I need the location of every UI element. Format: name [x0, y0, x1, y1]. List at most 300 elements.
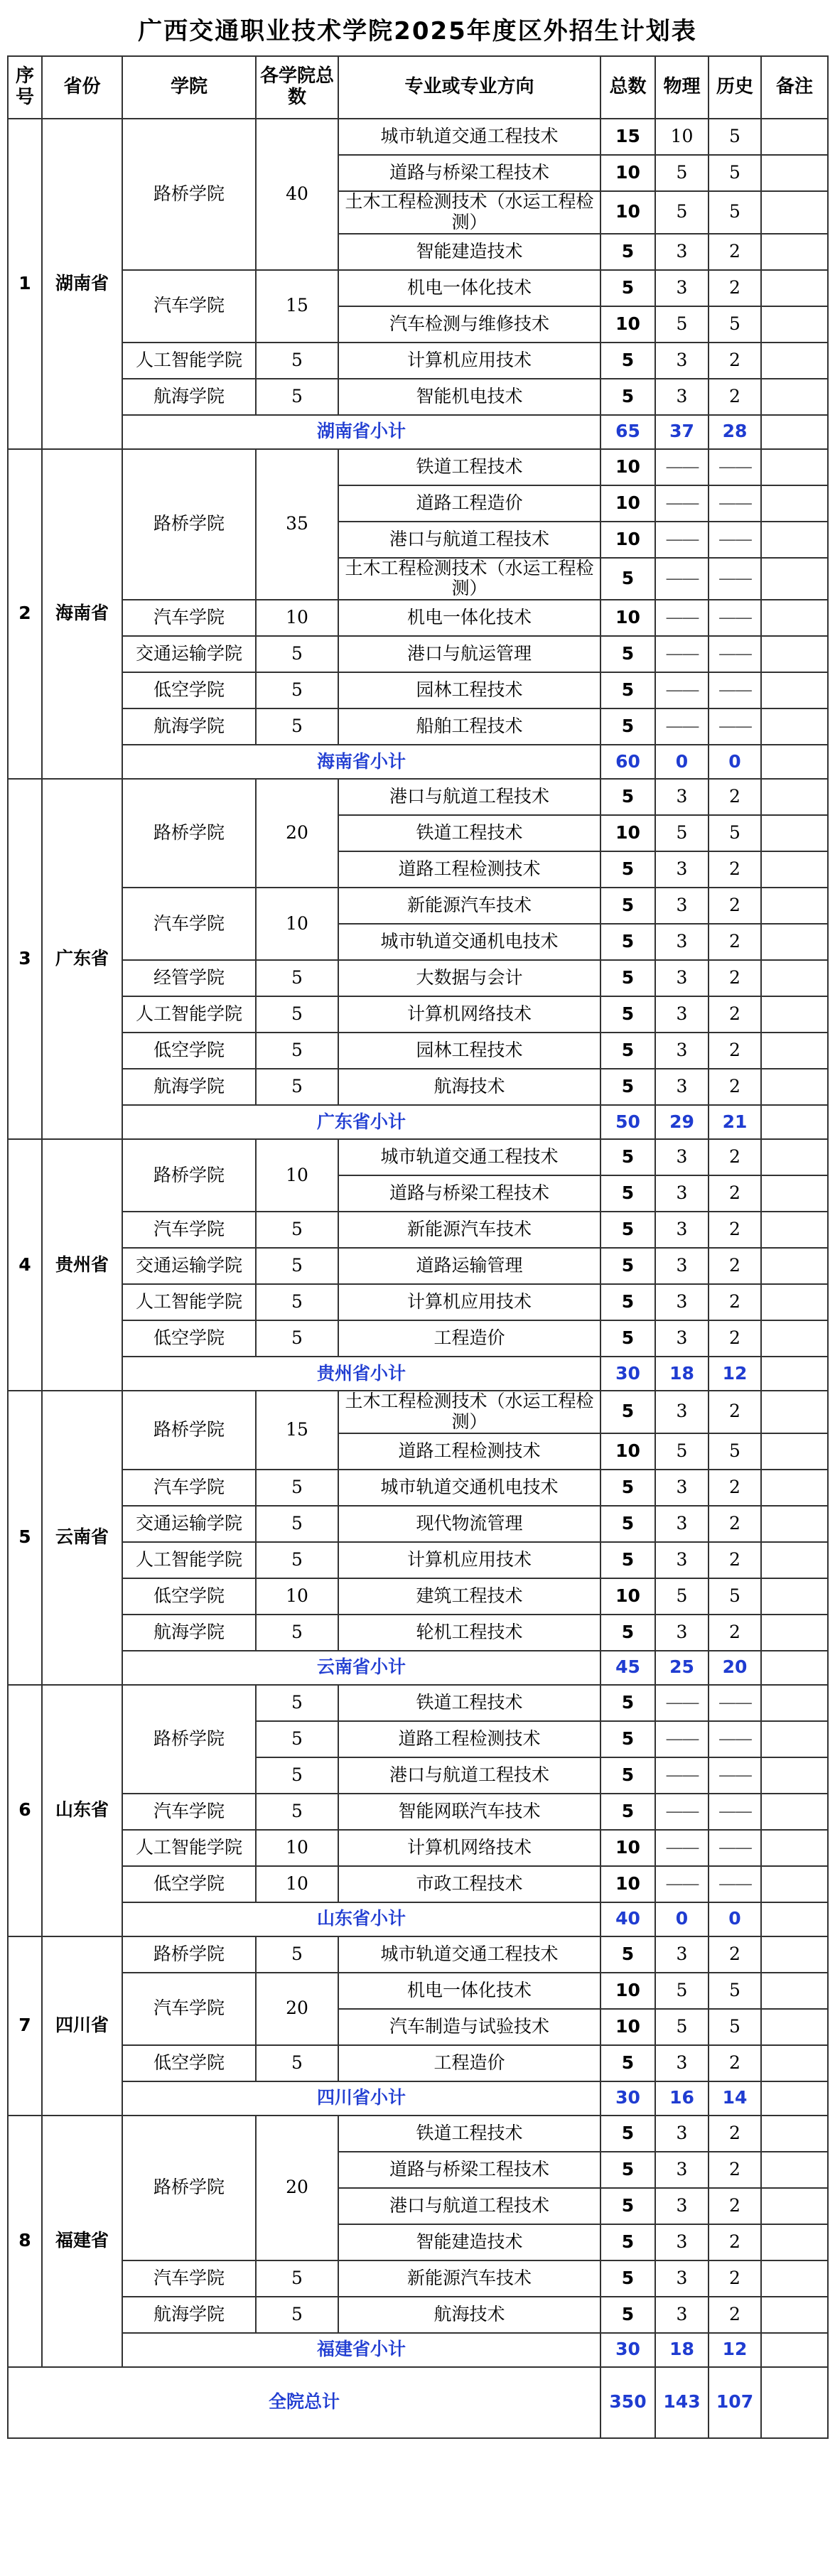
subtotal-label: 福建省小计 [122, 2333, 600, 2367]
major-name: 道路运输管理 [338, 1248, 600, 1284]
province-seq: 6 [8, 1685, 42, 1936]
major-history: 2 [709, 1391, 761, 1433]
college-name: 路桥学院 [122, 119, 256, 270]
subtotal-note [761, 1105, 828, 1139]
major-name: 建筑工程技术 [338, 1578, 600, 1615]
major-note [761, 1391, 828, 1433]
major-note [761, 343, 828, 379]
major-name: 道路与桥梁工程技术 [338, 2152, 600, 2188]
college-name: 人工智能学院 [122, 1830, 256, 1866]
subtotal-history: 20 [709, 1651, 761, 1685]
major-physics: —— [655, 1794, 709, 1830]
major-name: 新能源汽车技术 [338, 1212, 600, 1248]
major-note [761, 1069, 828, 1105]
province-name: 广东省 [42, 779, 122, 1139]
major-note [761, 1973, 828, 2009]
province-seq: 5 [8, 1391, 42, 1685]
major-history: 5 [709, 1578, 761, 1615]
major-note [761, 636, 828, 672]
major-name: 港口与航运管理 [338, 636, 600, 672]
table-row [8, 1578, 828, 1615]
major-name: 道路工程检测技术 [338, 1433, 600, 1470]
major-name: 现代物流管理 [338, 1506, 600, 1542]
subtotal-note [761, 415, 828, 449]
major-name: 新能源汽车技术 [338, 888, 600, 924]
major-name: 铁道工程技术 [338, 449, 600, 485]
table-row [8, 960, 828, 996]
college-name: 航海学院 [122, 1069, 256, 1105]
table-row [8, 888, 828, 924]
enrollment-plan-table [7, 55, 829, 2439]
grand-total-label: 全院总计 [8, 2367, 600, 2438]
major-name: 机电一体化技术 [338, 600, 600, 636]
table-row [8, 1866, 828, 1902]
major-physics: 3 [655, 996, 709, 1033]
college-total: 5 [256, 1248, 338, 1284]
major-physics: 3 [655, 888, 709, 924]
major-total: 5 [600, 1175, 655, 1212]
major-history: —— [709, 449, 761, 485]
major-physics: 3 [655, 1139, 709, 1175]
college-name: 汽车学院 [122, 270, 256, 343]
major-physics: 3 [655, 1542, 709, 1578]
college-total: 5 [256, 1284, 338, 1320]
major-physics: —— [655, 600, 709, 636]
college-total: 5 [256, 1212, 338, 1248]
header-province: 省份 [42, 56, 122, 119]
major-name: 城市轨道交通工程技术 [338, 1936, 600, 1973]
major-physics: 3 [655, 1069, 709, 1105]
major-physics: 3 [655, 270, 709, 306]
college-name: 汽车学院 [122, 600, 256, 636]
college-total: 5 [256, 636, 338, 672]
college-name: 路桥学院 [122, 779, 256, 888]
major-total: 10 [600, 306, 655, 343]
table-row [8, 343, 828, 379]
major-history: —— [709, 558, 761, 600]
major-physics: 3 [655, 1391, 709, 1433]
major-name: 铁道工程技术 [338, 2116, 600, 2152]
major-history: 2 [709, 2045, 761, 2081]
province-name: 四川省 [42, 1936, 122, 2116]
table-row [8, 119, 828, 155]
province-seq: 7 [8, 1936, 42, 2116]
header-history: 历史 [709, 56, 761, 119]
major-name: 计算机网络技术 [338, 1830, 600, 1866]
province-name: 湖南省 [42, 119, 122, 449]
major-note [761, 2297, 828, 2333]
major-history: 2 [709, 888, 761, 924]
college-total: 10 [256, 1139, 338, 1212]
college-total: 5 [256, 1542, 338, 1578]
subtotal-total: 30 [600, 2081, 655, 2116]
major-history: 2 [709, 779, 761, 815]
province-name: 福建省 [42, 2116, 122, 2367]
major-total: 15 [600, 119, 655, 155]
major-total: 5 [600, 888, 655, 924]
subtotal-history: 12 [709, 1357, 761, 1391]
major-history: 2 [709, 2152, 761, 2188]
major-physics: 3 [655, 1284, 709, 1320]
college-total: 5 [256, 1757, 338, 1794]
subtotal-label: 山东省小计 [122, 1902, 600, 1936]
table-row [8, 1139, 828, 1175]
major-note [761, 1542, 828, 1578]
major-note [761, 1212, 828, 1248]
major-history: 2 [709, 270, 761, 306]
province-name: 山东省 [42, 1685, 122, 1936]
college-name: 汽车学院 [122, 1794, 256, 1830]
subtotal-history: 0 [709, 745, 761, 779]
major-physics: 3 [655, 960, 709, 996]
major-history: —— [709, 600, 761, 636]
college-total: 5 [256, 1506, 338, 1542]
table-row [8, 2297, 828, 2333]
college-name: 低空学院 [122, 1578, 256, 1615]
major-note [761, 2116, 828, 2152]
major-total: 10 [600, 1578, 655, 1615]
college-name: 交通运输学院 [122, 1506, 256, 1542]
major-note [761, 485, 828, 522]
table-row [8, 672, 828, 708]
major-note [761, 1866, 828, 1902]
major-name: 智能建造技术 [338, 2224, 600, 2260]
major-history: 2 [709, 1470, 761, 1506]
major-total: 5 [600, 1320, 655, 1357]
major-name: 计算机应用技术 [338, 343, 600, 379]
major-physics: —— [655, 485, 709, 522]
subtotal-row [8, 1651, 828, 1685]
subtotal-note [761, 2081, 828, 2116]
major-note [761, 815, 828, 851]
college-total: 10 [256, 1866, 338, 1902]
major-history: 2 [709, 851, 761, 888]
college-total: 5 [256, 379, 338, 415]
table-row [8, 1685, 828, 1721]
subtotal-physics: 0 [655, 1902, 709, 1936]
major-history: —— [709, 672, 761, 708]
major-total: 10 [600, 522, 655, 558]
major-physics: 3 [655, 1248, 709, 1284]
college-total: 5 [256, 672, 338, 708]
college-total: 10 [256, 600, 338, 636]
subtotal-total: 45 [600, 1651, 655, 1685]
major-history: 2 [709, 2297, 761, 2333]
major-total: 5 [600, 2045, 655, 2081]
major-physics: —— [655, 636, 709, 672]
major-total: 5 [600, 1794, 655, 1830]
major-total: 10 [600, 191, 655, 234]
major-physics: 3 [655, 851, 709, 888]
major-total: 10 [600, 155, 655, 191]
major-total: 5 [600, 343, 655, 379]
major-note [761, 379, 828, 415]
major-name: 园林工程技术 [338, 672, 600, 708]
subtotal-note [761, 1357, 828, 1391]
major-physics: 5 [655, 2009, 709, 2045]
table-row [8, 1830, 828, 1866]
college-name: 路桥学院 [122, 1139, 256, 1212]
major-name: 土木工程检测技术（水运工程检测） [338, 1391, 600, 1433]
major-name: 港口与航道工程技术 [338, 779, 600, 815]
college-name: 人工智能学院 [122, 343, 256, 379]
major-physics: 3 [655, 1506, 709, 1542]
major-name: 园林工程技术 [338, 1033, 600, 1069]
major-name: 机电一体化技术 [338, 270, 600, 306]
major-note [761, 1578, 828, 1615]
major-physics: 5 [655, 191, 709, 234]
table-row [8, 270, 828, 306]
subtotal-physics: 16 [655, 2081, 709, 2116]
subtotal-physics: 18 [655, 2333, 709, 2367]
major-name: 城市轨道交通工程技术 [338, 1139, 600, 1175]
major-total: 5 [600, 1542, 655, 1578]
college-name: 路桥学院 [122, 1936, 256, 1973]
major-name: 汽车制造与试验技术 [338, 2009, 600, 2045]
major-history: 2 [709, 1284, 761, 1320]
major-history: 2 [709, 1542, 761, 1578]
grand-total-row [8, 2367, 828, 2438]
subtotal-label: 贵州省小计 [122, 1357, 600, 1391]
subtotal-physics: 0 [655, 745, 709, 779]
major-history: —— [709, 1794, 761, 1830]
major-history: —— [709, 1866, 761, 1902]
table-row [8, 779, 828, 815]
table-row [8, 1391, 828, 1433]
major-note [761, 558, 828, 600]
subtotal-history: 21 [709, 1105, 761, 1139]
major-note [761, 2009, 828, 2045]
table-row [8, 1936, 828, 1973]
major-total: 10 [600, 449, 655, 485]
major-name: 道路工程检测技术 [338, 1721, 600, 1757]
grand-total-physics: 143 [655, 2367, 709, 2438]
major-note [761, 996, 828, 1033]
major-name: 港口与航道工程技术 [338, 2188, 600, 2224]
college-name: 交通运输学院 [122, 1248, 256, 1284]
major-total: 5 [600, 636, 655, 672]
major-physics: 5 [655, 1973, 709, 2009]
major-note [761, 1794, 828, 1830]
major-name: 航海技术 [338, 2297, 600, 2333]
college-total: 35 [256, 449, 338, 600]
major-note [761, 2188, 828, 2224]
subtotal-row [8, 2333, 828, 2367]
major-total: 5 [600, 1470, 655, 1506]
major-physics: 5 [655, 1433, 709, 1470]
college-total: 5 [256, 1721, 338, 1757]
major-physics: 3 [655, 1212, 709, 1248]
table-body [8, 119, 828, 2367]
province-seq: 3 [8, 779, 42, 1139]
table-row [8, 2116, 828, 2152]
subtotal-total: 65 [600, 415, 655, 449]
major-note [761, 449, 828, 485]
province-name: 贵州省 [42, 1139, 122, 1391]
major-note [761, 2045, 828, 2081]
college-name: 航海学院 [122, 379, 256, 415]
college-name: 路桥学院 [122, 1391, 256, 1470]
major-history: 2 [709, 996, 761, 1033]
major-history: 2 [709, 1248, 761, 1284]
major-physics: 3 [655, 343, 709, 379]
major-name: 计算机应用技术 [338, 1284, 600, 1320]
subtotal-history: 28 [709, 415, 761, 449]
college-name: 低空学院 [122, 672, 256, 708]
major-total: 5 [600, 1506, 655, 1542]
major-physics: —— [655, 1757, 709, 1794]
subtotal-total: 30 [600, 2333, 655, 2367]
major-history: 5 [709, 119, 761, 155]
college-total: 5 [256, 1320, 338, 1357]
major-history: 5 [709, 2009, 761, 2045]
subtotal-note [761, 1651, 828, 1685]
college-total: 5 [256, 1033, 338, 1069]
major-total: 10 [600, 1830, 655, 1866]
major-history: 5 [709, 306, 761, 343]
major-history: 2 [709, 2188, 761, 2224]
subtotal-history: 0 [709, 1902, 761, 1936]
province-name: 海南省 [42, 449, 122, 780]
major-history: 2 [709, 2260, 761, 2297]
major-physics: —— [655, 1685, 709, 1721]
major-name: 新能源汽车技术 [338, 2260, 600, 2297]
college-total: 5 [256, 1069, 338, 1105]
subtotal-label: 海南省小计 [122, 745, 600, 779]
province-seq: 4 [8, 1139, 42, 1391]
subtotal-label: 云南省小计 [122, 1651, 600, 1685]
major-physics: —— [655, 708, 709, 745]
major-name: 智能建造技术 [338, 234, 600, 270]
major-physics: 3 [655, 1615, 709, 1651]
major-total: 5 [600, 1615, 655, 1651]
college-total: 5 [256, 1936, 338, 1973]
table-row [8, 1615, 828, 1651]
major-name: 工程造价 [338, 2045, 600, 2081]
major-total: 10 [600, 485, 655, 522]
subtotal-row [8, 1357, 828, 1391]
major-history: —— [709, 636, 761, 672]
table-row [8, 1794, 828, 1830]
college-total: 10 [256, 888, 338, 960]
table-row [8, 1284, 828, 1320]
major-note [761, 1320, 828, 1357]
header-note: 备注 [761, 56, 828, 119]
major-note [761, 708, 828, 745]
college-total: 5 [256, 708, 338, 745]
major-physics: 5 [655, 155, 709, 191]
subtotal-history: 14 [709, 2081, 761, 2116]
header-physics: 物理 [655, 56, 709, 119]
major-total: 5 [600, 2188, 655, 2224]
major-history: 2 [709, 2116, 761, 2152]
table-row [8, 2045, 828, 2081]
major-total: 5 [600, 1069, 655, 1105]
major-note [761, 522, 828, 558]
major-note [761, 1033, 828, 1069]
major-name: 智能机电技术 [338, 379, 600, 415]
major-total: 5 [600, 2260, 655, 2297]
major-history: 2 [709, 1212, 761, 1248]
college-total: 20 [256, 779, 338, 888]
major-history: 2 [709, 2224, 761, 2260]
subtotal-note [761, 745, 828, 779]
major-total: 5 [600, 1685, 655, 1721]
college-total: 20 [256, 2116, 338, 2260]
college-name: 路桥学院 [122, 1685, 256, 1794]
major-name: 机电一体化技术 [338, 1973, 600, 2009]
major-name: 城市轨道交通工程技术 [338, 119, 600, 155]
college-total: 5 [256, 1794, 338, 1830]
major-physics: 3 [655, 2260, 709, 2297]
subtotal-label: 四川省小计 [122, 2081, 600, 2116]
major-note [761, 888, 828, 924]
province-name: 云南省 [42, 1391, 122, 1685]
major-total: 10 [600, 600, 655, 636]
major-note [761, 1615, 828, 1651]
subtotal-label: 广东省小计 [122, 1105, 600, 1139]
major-history: —— [709, 1685, 761, 1721]
major-history: 2 [709, 1615, 761, 1651]
major-note [761, 1248, 828, 1284]
major-total: 5 [600, 2116, 655, 2152]
table-row [8, 1973, 828, 2009]
major-history: —— [709, 708, 761, 745]
major-name: 城市轨道交通机电技术 [338, 924, 600, 960]
major-history: 2 [709, 1139, 761, 1175]
major-physics: 3 [655, 2152, 709, 2188]
major-note [761, 1757, 828, 1794]
college-name: 汽车学院 [122, 1470, 256, 1506]
header-total: 总数 [600, 56, 655, 119]
major-name: 智能网联汽车技术 [338, 1794, 600, 1830]
header-major: 专业或专业方向 [338, 56, 600, 119]
table-row [8, 1248, 828, 1284]
college-total: 5 [256, 996, 338, 1033]
major-physics: 3 [655, 1470, 709, 1506]
major-note [761, 1433, 828, 1470]
table-row [8, 1212, 828, 1248]
table-row [8, 2260, 828, 2297]
major-history: 2 [709, 924, 761, 960]
major-history: 2 [709, 1936, 761, 1973]
major-physics: —— [655, 522, 709, 558]
major-total: 10 [600, 815, 655, 851]
major-physics: —— [655, 1830, 709, 1866]
major-name: 道路工程检测技术 [338, 851, 600, 888]
college-total: 10 [256, 1830, 338, 1866]
province-seq: 8 [8, 2116, 42, 2367]
subtotal-physics: 37 [655, 415, 709, 449]
subtotal-total: 40 [600, 1902, 655, 1936]
major-total: 5 [600, 1212, 655, 1248]
header-row [8, 56, 828, 119]
major-total: 5 [600, 558, 655, 600]
major-name: 港口与航道工程技术 [338, 1757, 600, 1794]
major-name: 城市轨道交通机电技术 [338, 1470, 600, 1506]
major-note [761, 1284, 828, 1320]
major-total: 5 [600, 924, 655, 960]
major-physics: 3 [655, 2045, 709, 2081]
major-physics: —— [655, 449, 709, 485]
major-note [761, 2152, 828, 2188]
major-total: 5 [600, 1391, 655, 1433]
college-total: 5 [256, 343, 338, 379]
subtotal-label: 湖南省小计 [122, 415, 600, 449]
major-history: 2 [709, 1320, 761, 1357]
major-history: 2 [709, 234, 761, 270]
major-total: 10 [600, 1866, 655, 1902]
